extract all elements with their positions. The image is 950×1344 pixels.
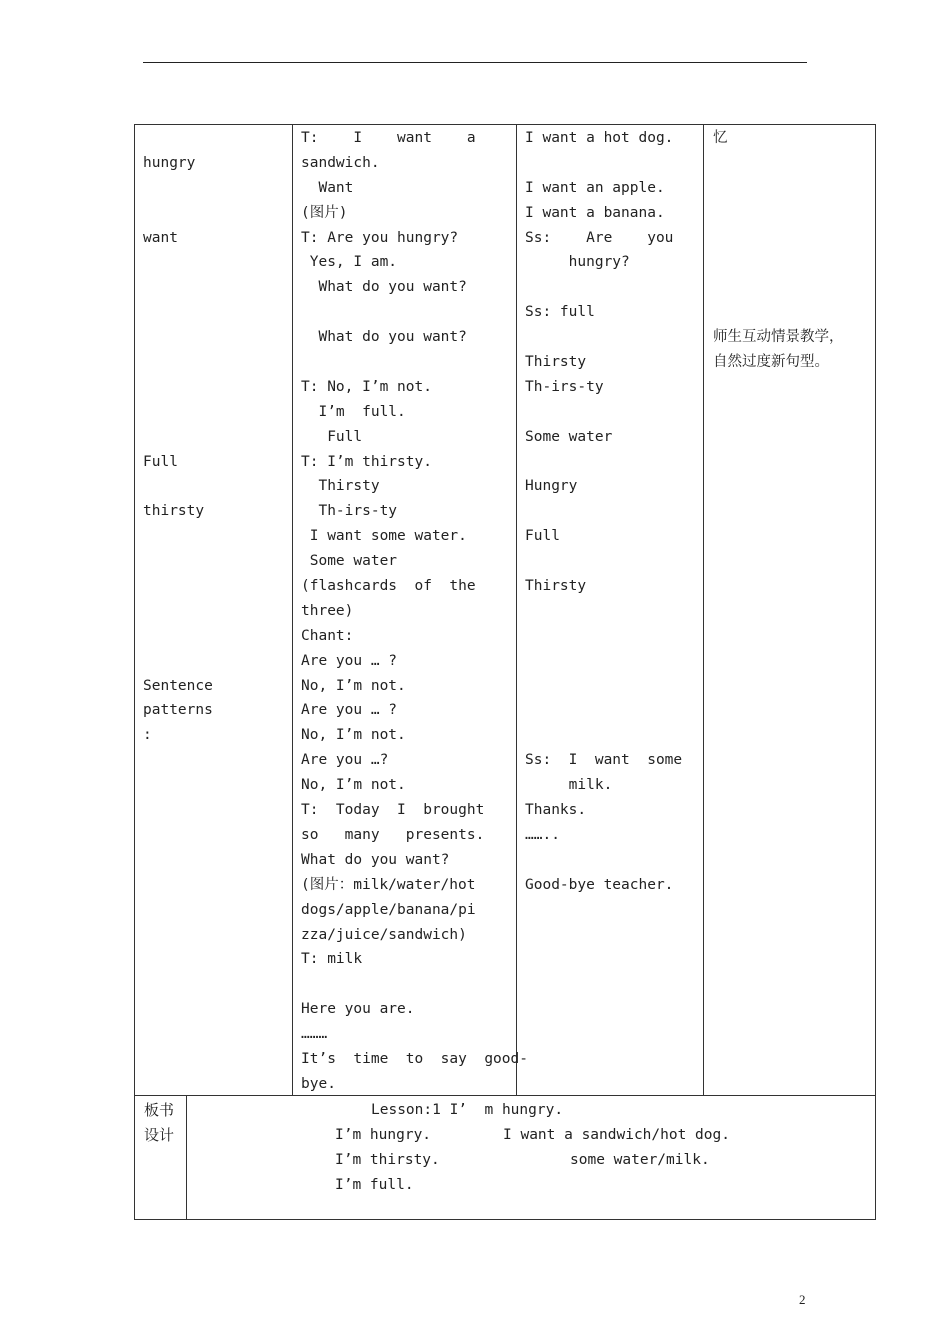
- table-line: hungry?: [525, 254, 630, 271]
- table-line: [143, 549, 213, 574]
- table-line: Are you … ?: [301, 702, 398, 719]
- table-line: What do you want?: [301, 329, 467, 346]
- board-left-line: I’m full.: [335, 1177, 414, 1193]
- table-line: [525, 450, 682, 475]
- blackboard-design: [134, 1096, 876, 1220]
- table-line: [525, 624, 682, 649]
- table-line: [525, 848, 682, 873]
- board-left-line: I’m thirsty.: [335, 1152, 440, 1168]
- board-title: Lesson:1 I’ m hungry.: [371, 1102, 564, 1118]
- column-divider: [292, 125, 293, 1095]
- table-line: [525, 723, 682, 748]
- table-line: I want a banana.: [525, 204, 665, 221]
- table-line: milk.: [525, 777, 613, 794]
- table-line: [525, 698, 682, 723]
- board-label-line: 板书: [144, 1101, 175, 1119]
- table-line: Ss: I want some: [525, 752, 683, 769]
- table-line: [713, 300, 844, 325]
- header-rule: [143, 62, 807, 63]
- table-line: It’s time to say good-: [301, 1050, 528, 1067]
- table-line: Are you … ?: [301, 652, 398, 669]
- table-line: hungry: [143, 154, 196, 171]
- table-line: [713, 151, 844, 176]
- board-right-line: some water/milk.: [570, 1152, 710, 1168]
- table-line: [713, 250, 844, 275]
- table-line: [301, 972, 528, 997]
- table-line: [143, 250, 213, 275]
- table-line: I’m full.: [301, 403, 406, 420]
- table-line: No, I’m not.: [301, 677, 406, 694]
- table-line: [143, 425, 213, 450]
- table-line: [525, 275, 682, 300]
- table-line: [301, 350, 528, 375]
- table-line: Full: [525, 528, 560, 545]
- board-label-line: 设计: [144, 1126, 175, 1144]
- table-line: (flashcards of the: [301, 578, 476, 595]
- table-line: [143, 325, 213, 350]
- table-line: [143, 201, 213, 226]
- table-line: [143, 350, 213, 375]
- table-line: [143, 574, 213, 599]
- table-line: Are you …?: [301, 752, 389, 769]
- table-line: Hungry: [525, 478, 578, 495]
- table-line: Thanks.: [525, 802, 587, 819]
- table-line: T: No, I’m not.: [301, 378, 432, 395]
- board-left-line: I’m hungry.: [335, 1127, 432, 1143]
- table-line: Thirsty: [301, 478, 380, 495]
- table-line: [143, 474, 213, 499]
- board-label: [144, 1098, 174, 1148]
- page-number: 2: [799, 1292, 806, 1307]
- table-line: T: Today I brought: [301, 802, 485, 819]
- table-line: Some water: [301, 553, 398, 570]
- purpose-column: [713, 126, 844, 375]
- table-line: [525, 151, 682, 176]
- table-line: [713, 275, 844, 300]
- table-line: Ss: full: [525, 304, 595, 321]
- table-line: [301, 300, 528, 325]
- table-line: Good-bye teacher.: [525, 876, 674, 893]
- table-line: Thirsty: [525, 578, 587, 595]
- table-line: What do you want?: [301, 279, 467, 296]
- table-line: ………: [301, 1026, 328, 1043]
- table-line: Here you are.: [301, 1001, 415, 1018]
- table-line: T: Are you hungry?: [301, 229, 459, 246]
- teacher-activity-column: [301, 126, 528, 1097]
- table-line: so many presents.: [301, 826, 485, 843]
- table-line: T: I want a: [301, 130, 476, 146]
- table-line: [143, 524, 213, 549]
- table-line: want: [143, 229, 178, 246]
- table-line: Chant:: [301, 627, 354, 644]
- column-divider: [703, 125, 704, 1095]
- table-line: [525, 649, 682, 674]
- table-line: 师生互动情景教学，: [713, 329, 844, 346]
- table-line: 忆: [713, 130, 728, 146]
- table-line: three): [301, 602, 354, 619]
- board-right-line: I want a sandwich/hot dog.: [503, 1127, 730, 1143]
- table-line: [143, 599, 213, 624]
- table-line: [143, 126, 213, 151]
- table-line: [143, 400, 213, 425]
- table-line: I want a hot dog.: [525, 130, 674, 146]
- table-line: [143, 275, 213, 300]
- table-line: [525, 400, 682, 425]
- table-line: Yes, I am.: [301, 254, 398, 271]
- column-divider: [186, 1096, 187, 1219]
- table-line: Some water: [525, 428, 613, 445]
- table-line: [713, 226, 844, 251]
- table-line: No, I’m not.: [301, 727, 406, 744]
- table-line: [143, 176, 213, 201]
- table-line: bye.: [301, 1075, 336, 1092]
- content-column: [143, 126, 213, 748]
- table-line: [143, 375, 213, 400]
- table-line: Want: [301, 179, 354, 196]
- table-line: sandwich.: [301, 154, 380, 171]
- table-line: patterns: [143, 702, 213, 719]
- table-line: thirsty: [143, 503, 205, 520]
- table-line: [525, 325, 682, 350]
- table-line: T: milk: [301, 951, 363, 968]
- table-line: [143, 624, 213, 649]
- table-line: Th-irs-ty: [525, 378, 604, 395]
- table-line: [525, 599, 682, 624]
- table-line: :: [143, 727, 152, 744]
- table-line: ……..: [525, 826, 560, 843]
- table-line: [713, 201, 844, 226]
- table-line: T: I’m thirsty.: [301, 453, 432, 470]
- table-line: I want an apple.: [525, 179, 665, 196]
- table-line: What do you want?: [301, 851, 450, 868]
- table-line: [143, 300, 213, 325]
- table-line: Th-irs-ty: [301, 503, 398, 520]
- table-line: 自然过度新句型。: [713, 354, 829, 371]
- table-line: dogs/apple/banana/pi: [301, 901, 476, 918]
- table-line: Ss: Are you: [525, 229, 674, 246]
- table-line: No, I’m not.: [301, 777, 406, 794]
- table-line: [525, 499, 682, 524]
- table-line: (图片): [301, 204, 348, 221]
- table-line: Thirsty: [525, 354, 587, 371]
- table-line: Full: [143, 453, 178, 470]
- table-line: [143, 649, 213, 674]
- table-line: [525, 674, 682, 699]
- table-line: Full: [301, 428, 363, 445]
- table-line: (图片：milk/water/hot: [301, 876, 476, 893]
- table-line: zza/juice/sandwich): [301, 926, 467, 943]
- student-activity-column: [525, 126, 682, 898]
- table-line: Sentence: [143, 677, 213, 694]
- table-line: [713, 176, 844, 201]
- lesson-table: [134, 124, 876, 1096]
- table-line: [525, 549, 682, 574]
- table-line: I want some water.: [301, 528, 467, 545]
